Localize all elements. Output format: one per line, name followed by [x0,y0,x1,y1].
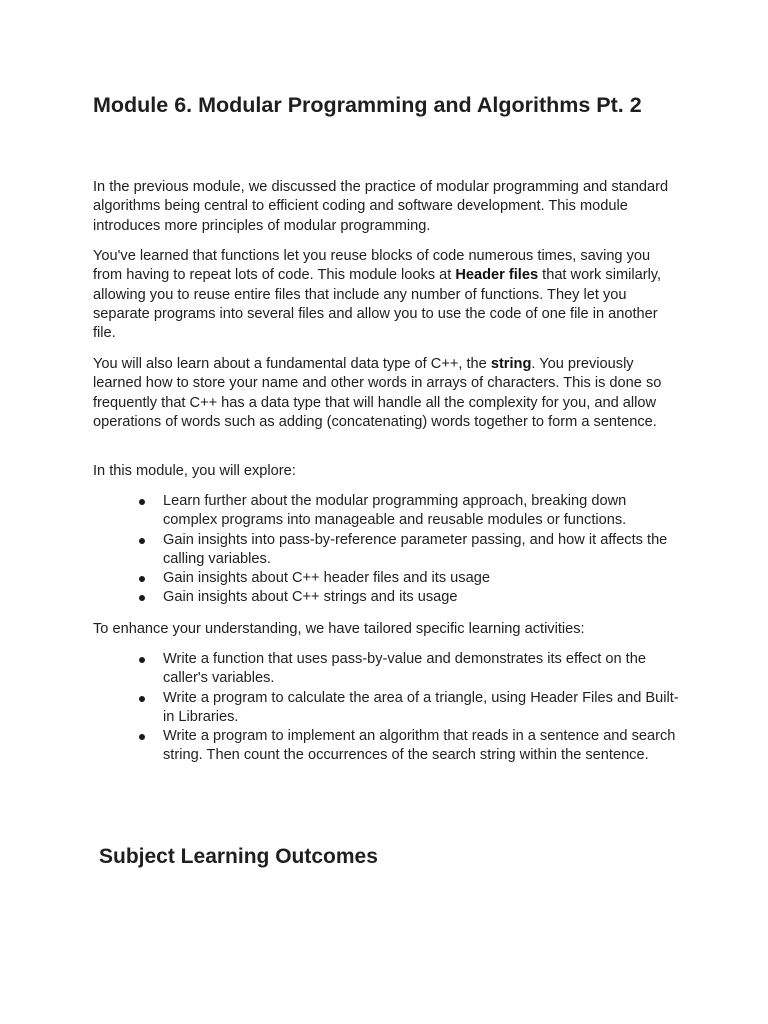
string-paragraph [93,355,683,432]
bullet-icon [139,499,145,505]
explore-list [138,492,683,608]
list-item-text: Write a program to calculate the area of a triangle, using Header Files and Built-in Libraries. [163,689,679,725]
list-item [138,569,683,588]
string-term: string [490,356,532,372]
list-item-text: Gain insights into pass-by-reference parameter passing, and how it affects the calling variables. [163,531,668,567]
bullet-icon [139,657,145,663]
bullet-icon [139,538,145,544]
bullet-icon [139,595,145,601]
header-files-text-before: You've learned that functions let you reuse blocks of code numerous times, saving you from having to repeat lots of code. This module looks at [93,248,651,284]
activities-list [138,650,683,766]
header-files-term: Header files [455,267,539,284]
explore-intro: In this module, you will explore: [93,463,296,479]
bullet-icon [139,696,145,702]
activities-intro: To enhance your understanding, we have tailored specific learning activities: [93,621,585,637]
header-files-paragraph [93,247,683,343]
list-item [138,727,683,766]
list-item-text: Gain insights about C++ header files and its usage [163,570,490,587]
section-heading: Subject Learning Outcomes [99,845,378,868]
intro-paragraph: In the previous module, we discussed the practice of modular programming and standard algorithms being central to efficient coding and software development. This module introduces more principles of modular programming. [93,179,669,234]
bullet-icon [139,576,145,582]
list-item-text: Write a program to implement an algorithm that reads in a sentence and search string. Then count the occurrences of the search string within the sentence. [163,728,676,764]
module-title: Module 6. Modular Programming and Algorithms Pt. 2 [93,93,642,117]
list-item [138,492,683,531]
bullet-icon [139,734,145,740]
list-item [138,531,683,570]
list-item [138,689,683,728]
header-files-text-after: that work similarly, allowing you to reuse entire files that include any number of functions. They let you separate programs into several files and allow you to use the code of one file in another file. [93,267,662,342]
list-item [138,588,683,607]
string-text-before: You will also learn about a fundamental data type of C++, the [93,356,491,372]
list-item [138,650,683,689]
list-item-text: Learn further about the modular programming approach, breaking down complex programs into manageable and reusable modules or functions. [163,493,627,529]
list-item-text: Write a function that uses pass-by-value and demonstrates its effect on the caller's variables. [163,651,646,687]
list-item-text: Gain insights about C++ strings and its usage [163,589,458,606]
string-text-after: . You previously learned how to store your name and other words in arrays of characters. This is done so frequently that C++ has a data type that will handle all the complexity for you, and allow operations of words such as adding (concatenating) words together to form a sentence. [93,356,662,430]
